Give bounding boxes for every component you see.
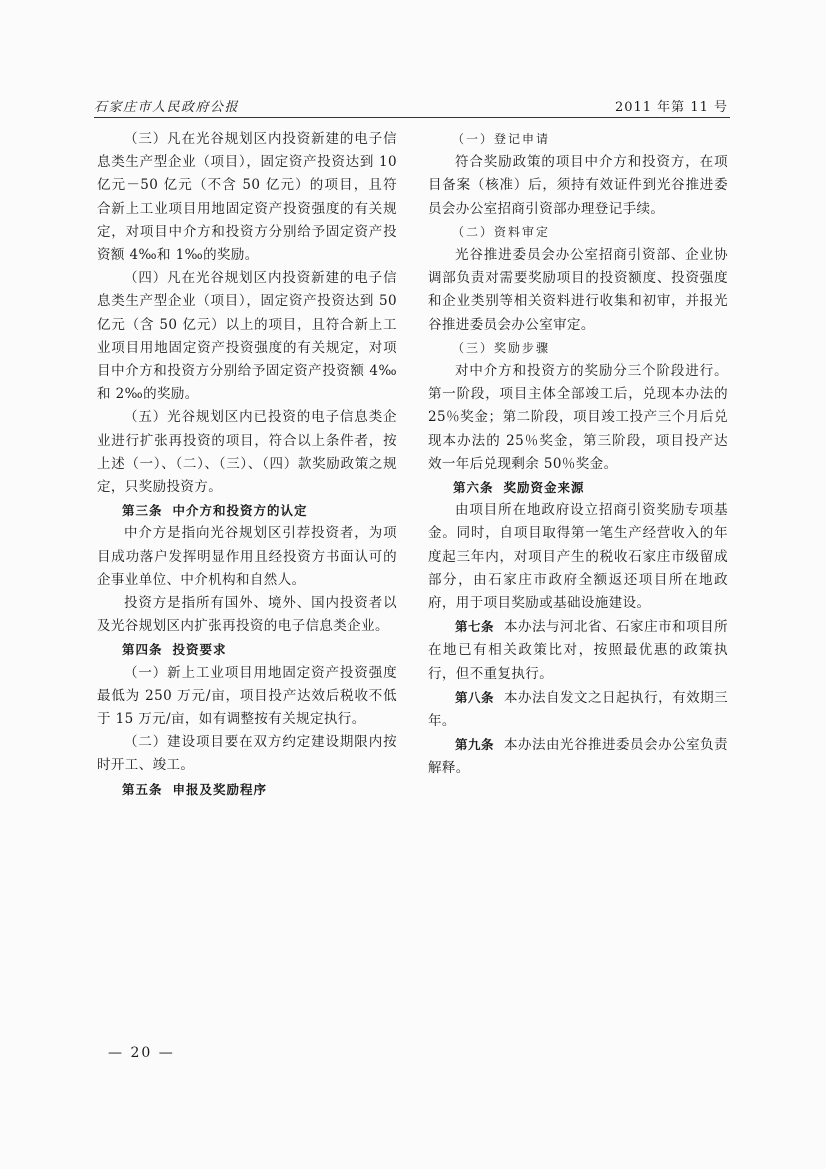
- paragraph: 符合奖励政策的项目中介方和投资方，在项目备案（核准）后，须持有效证件到光谷推进委员会办公室招商引资部办理登记手续。: [428, 154, 728, 217]
- article-paragraph: [428, 615, 728, 686]
- article-text: 本办法与河北省、石家庄市和项目所在地已有相关政策比对，按照最优惠的政策执行，但不重复执行。: [428, 619, 728, 682]
- article-paragraph: [428, 686, 728, 733]
- article-heading: [97, 778, 397, 801]
- article-title: 申报及奖励程序: [172, 781, 268, 797]
- journal-title: 石家庄市人民政府公报: [94, 100, 240, 115]
- article-title: 中介方和投资方的认定: [172, 503, 308, 519]
- article-paragraph: [428, 733, 728, 780]
- right-column: [428, 128, 728, 781]
- article-label: 第七条: [455, 619, 495, 635]
- article-label: 第八条: [455, 689, 495, 705]
- article-title: 奖励资金来源: [503, 480, 585, 496]
- article-text: 本办法由光谷推进委员会办公室负责解释。: [428, 737, 728, 777]
- paragraph: 由项目所在地政府设立招商引资奖励专项基金。同时，自项目取得第一笔生产经营收入的年度起三年内，对项目产生的税收石家庄市级留成部分，由石家庄市政府全额返还项目所在地政府，用于项目奖励或基础设施建设。: [428, 502, 728, 612]
- issue-number: 2011 年第 11 号: [614, 100, 728, 115]
- paragraph: （一）新上工业项目用地固定资产投资强度最低为 250 万元/亩，项目投产达效后税收不低于 15 万元/亩，如有调整按有关规定执行。: [97, 664, 397, 728]
- article-label: 第四条: [122, 642, 163, 658]
- article-label: 第九条: [455, 737, 495, 753]
- subsection-heading: （二）资料审定: [452, 224, 551, 239]
- subsection-heading: （三）奖励步骤: [452, 340, 551, 355]
- paragraph: （三）凡在光谷规划区内投资新建的电子信息类生产型企业（项目），固定资产投资达到 10 亿元－50 亿元（不含 50 亿元）的项目，且符合新上工业项目用地固定资产投资强度的有关规定，对项目中介方和投资方分别给予固定资产投资额 4‰和 1‰的奖励。: [97, 131, 397, 264]
- article-text: 本办法自发文之日起执行，有效期三年。: [428, 689, 728, 730]
- header-rule: [94, 117, 730, 118]
- paragraph: （五）光谷规划区内已投资的电子信息类企业进行扩张再投资的项目，符合以上条件者，按上述（一）、（二）、（三）、（四）款奖励政策之规定，只奖励投资方。: [97, 409, 397, 496]
- article-heading: [97, 499, 397, 522]
- article-label: 第五条: [122, 781, 163, 797]
- page-number: — 20 —: [108, 1045, 175, 1061]
- left-column: [97, 128, 397, 801]
- paragraph: 中介方是指向光谷规划区引荐投资者，为项目成功落户发挥明显作用且经投资方书面认可的企事业单位、中介机构和自然人。: [97, 525, 397, 588]
- article-label: 第六条: [453, 480, 494, 496]
- article-heading: [428, 476, 728, 499]
- page-header: [94, 96, 730, 118]
- paragraph: 光谷推进委员会办公室招商引资部、企业协调部负责对需要奖励项目的投资额度、投资强度和企业类别等相关资料进行收集和初审，并报光谷推进委员会办公室审定。: [428, 247, 728, 333]
- paragraph: 对中介方和投资方的奖励分三个阶段进行。第一阶段，项目主体全部竣工后，兑现本办法的 25％奖金；第二阶段，项目竣工投产三个月后兑现本办法的 25％奖金，第三阶段，项目投产达效一年后兑现剩余 50％奖金。: [428, 363, 728, 472]
- article-heading: [97, 638, 397, 661]
- paragraph: 投资方是指所有国外、境外、国内投资者以及光谷规划区内扩张再投资的电子信息类企业。: [97, 595, 397, 635]
- paragraph: （四）凡在光谷规划区内投资新建的电子信息类生产型企业（项目），固定资产投资达到 50 亿元（含 50 亿元）以上的项目，且符合新上工业项目用地固定资产投资强度的有关规定，对项目中介方和投资方分别给予固定资产投资额 4‰和 2‰的奖励。: [97, 270, 397, 403]
- paragraph: （二）建设项目要在双方约定建设期限内按时开工、竣工。: [97, 734, 397, 774]
- article-label: 第三条: [122, 503, 163, 519]
- subsection-heading: （一）登记申请: [452, 132, 551, 146]
- article-title: 投资要求: [172, 642, 227, 658]
